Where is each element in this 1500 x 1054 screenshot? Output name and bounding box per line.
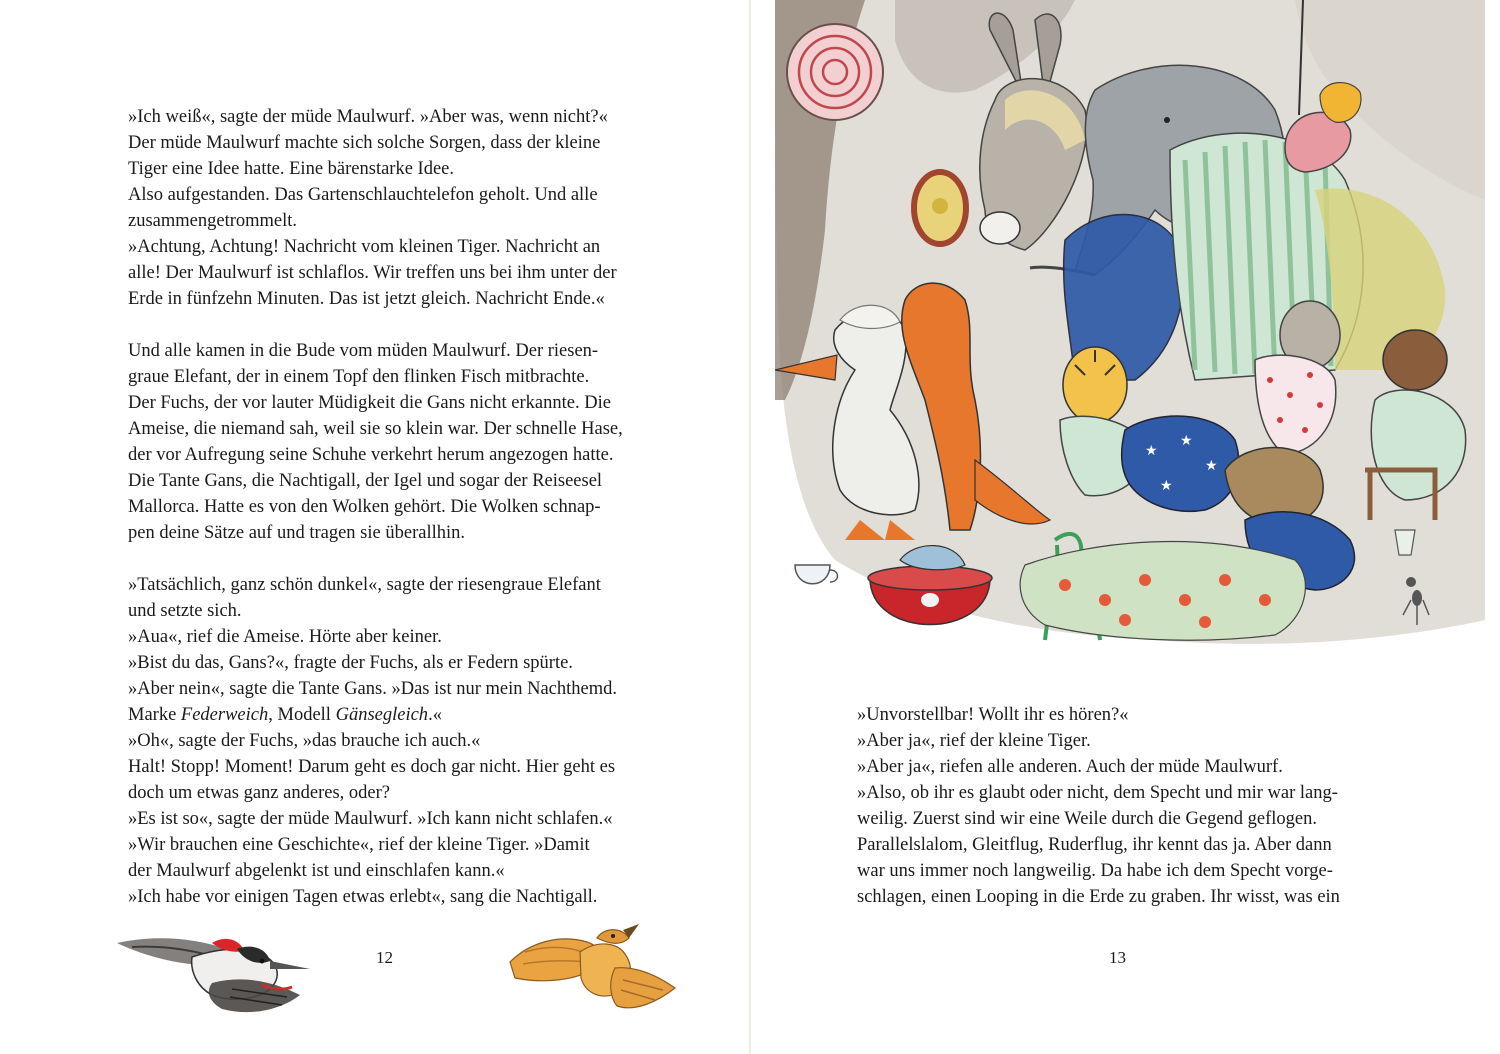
right-page-text: [857, 702, 1372, 910]
marke-prefix: Marke: [128, 705, 181, 725]
svg-text:★: ★: [1160, 478, 1173, 494]
text-line: Tiger eine Idee hatte. Eine bärenstarke Idee.: [128, 159, 454, 179]
wood-slice-icon: [787, 24, 883, 120]
glass-icon: [1395, 530, 1415, 555]
text-line: »Wir brauchen eine Geschichte«, rief der kleine Tiger. »Damit: [128, 835, 590, 855]
paragraph-1: [128, 104, 643, 312]
model-name: Gänsegleich: [335, 705, 429, 725]
text-line: »Ich habe vor einigen Tagen etwas erlebt«, sang die Nachtigall.: [128, 887, 598, 907]
text-line: pen deine Sätze auf und tragen sie überallhin.: [128, 523, 465, 543]
text-line: »Aua«, rief die Ameise. Hörte aber keiner.: [128, 627, 442, 647]
framed-bird-picture-icon: [914, 172, 966, 244]
text-line: Halt! Stopp! Moment! Darum geht es doch gar nicht. Hier geht es: [128, 757, 616, 777]
text-line: »Aber ja«, rief der kleine Tiger.: [857, 731, 1091, 751]
text-line: und setzte sich.: [128, 601, 242, 621]
text-line: der vor Aufregung seine Schuhe verkehrt herum angezogen hatte.: [128, 445, 614, 465]
text-line: Also aufgestanden. Das Gartenschlauchtelefon geholt. Und alle: [128, 185, 598, 205]
text-line: »Unvorstellbar! Wollt ihr es hören?«: [857, 705, 1129, 725]
page-number-left: 12: [376, 948, 393, 967]
text-line: »Aber ja«, riefen alle anderen. Auch der müde Maulwurf.: [857, 757, 1283, 777]
text-line: »Ich weiß«, sagte der müde Maulwurf. »Aber was, wenn nicht?«: [128, 107, 608, 127]
page-number-right: 13: [1109, 948, 1126, 967]
nightingale-flying-icon: [505, 922, 683, 1020]
text-line: doch um etwas ganz anderes, oder?: [128, 783, 390, 803]
svg-text:★: ★: [1205, 458, 1218, 474]
text-line: »Achtung, Achtung! Nachricht vom kleinen Tiger. Nachricht an: [128, 237, 601, 257]
marke-mid: , Modell: [268, 705, 336, 725]
brand-name: Federweich: [180, 705, 269, 725]
text-line: alle! Der Maulwurf ist schlaflos. Wir treffen uns bei ihm unter der: [128, 263, 617, 283]
text-line: Der müde Maulwurf machte sich solche Sorgen, dass der kleine: [128, 133, 601, 153]
paragraph-right: [857, 702, 1372, 910]
woodpecker-flying-icon: [112, 925, 312, 1020]
svg-text:★: ★: [1180, 433, 1193, 449]
teacup-icon: [795, 565, 838, 584]
text-line: »Es ist so«, sagte der müde Maulwurf. »Ich kann nicht schlafen.«: [128, 809, 613, 829]
text-line: der Maulwurf abgelenkt ist und einschlafen kann.«: [128, 861, 505, 881]
text-line: schlagen, einen Looping in die Erde zu graben. Ihr wisst, was ein: [857, 887, 1340, 907]
animals-gathering-illustration: [775, 0, 1485, 660]
text-line: »Also, ob ihr es glaubt oder nicht, dem Specht und mir war lang-: [857, 783, 1338, 803]
text-line: zusammengetrommelt.: [128, 211, 298, 231]
text-line: Erde in fünfzehn Minuten. Das ist jetzt gleich. Nachricht Ende.«: [128, 289, 605, 309]
text-line: weilig. Zuerst sind wir eine Weile durch die Gegend geflogen.: [857, 809, 1318, 829]
text-line: graue Elefant, der in einem Topf den flinken Fisch mitbrachte.: [128, 367, 590, 387]
text-line: war uns immer noch langweilig. Da habe ich dem Specht vorge-: [857, 861, 1333, 881]
paragraph-2: [128, 338, 643, 546]
text-line-marke: [128, 702, 643, 728]
text-line: Die Tante Gans, die Nachtigall, der Igel und sogar der Reiseesel: [128, 471, 603, 491]
text-line: Mallorca. Hatte es von den Wolken gehört. Die Wolken schnap-: [128, 497, 601, 517]
text-line: »Bist du das, Gans?«, fragte der Fuchs, als er Federn spürte.: [128, 653, 573, 673]
patterned-blanket: [1020, 541, 1305, 640]
book-gutter: [749, 0, 751, 1054]
text-line: »Tatsächlich, ganz schön dunkel«, sagte der riesengraue Elefant: [128, 575, 601, 595]
text-line: Der Fuchs, der vor lauter Müdigkeit die Gans nicht erkannte. Die: [128, 393, 611, 413]
text-line: »Oh«, sagte der Fuchs, »das brauche ich auch.«: [128, 731, 481, 751]
left-page-text: [128, 104, 643, 910]
paragraph-3: [128, 572, 643, 910]
svg-text:★: ★: [1145, 443, 1158, 459]
text-line: »Aber nein«, sagte die Tante Gans. »Das ist nur mein Nachthemd.: [128, 679, 618, 699]
text-line: Ameise, die niemand sah, weil sie so klein war. Der schnelle Hase,: [128, 419, 623, 439]
text-line: Und alle kamen in die Bude vom müden Maulwurf. Der riesen-: [128, 341, 599, 361]
marke-suffix: .«: [428, 705, 442, 725]
text-line: Parallelslalom, Gleitflug, Ruderflug, ihr kennt das ja. Aber dann: [857, 835, 1332, 855]
